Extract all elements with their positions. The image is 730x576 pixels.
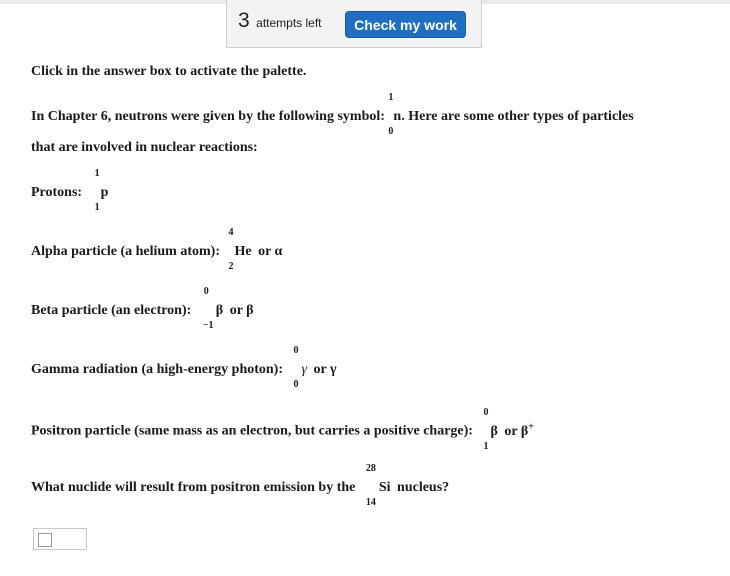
beta-charge-number: −1	[202, 320, 214, 331]
alpha-mass-number: 4	[228, 227, 234, 238]
neutron-charge-number: 0	[388, 126, 394, 137]
intro-text-post: . Here are some other types of particles	[401, 109, 634, 124]
silicon-charge-number: 14	[365, 497, 376, 508]
gamma-alternative: or γ	[313, 362, 337, 377]
question-text-pre: What nuclide will result from positron emission by the	[31, 480, 356, 495]
alpha-charge-number: 2	[228, 261, 234, 272]
beta-letter: β	[215, 303, 224, 318]
check-my-work-button[interactable]: Check my work	[345, 11, 466, 38]
gamma-symbol	[293, 345, 308, 390]
positron-label: Positron particle (same mass as an electron, but carries a positive charge):	[31, 423, 473, 439]
positron-row	[31, 406, 534, 452]
gamma-label: Gamma radiation (a high-energy photon):	[31, 362, 283, 377]
positron-symbol	[483, 406, 498, 452]
question-row	[31, 463, 450, 508]
question-text-post: nucleus?	[397, 480, 450, 495]
gamma-letter: γ	[301, 362, 308, 377]
neutron-symbol	[388, 92, 402, 137]
proton-label: Protons:	[31, 185, 83, 200]
intro-line-2: that are involved in nuclear reactions:	[31, 140, 258, 155]
positron-letter: β	[490, 423, 498, 439]
beta-row	[31, 286, 254, 331]
attempts-indicator	[238, 9, 322, 33]
gamma-row	[31, 345, 337, 390]
positron-alternative	[504, 421, 534, 439]
silicon-mass-number: 28	[365, 463, 376, 474]
gamma-mass-number: 0	[293, 345, 299, 356]
beta-symbol	[202, 286, 224, 331]
positron-alt-text: or β	[504, 423, 529, 439]
silicon-symbol	[365, 463, 391, 508]
alpha-letters: He	[234, 244, 252, 259]
alpha-row	[31, 227, 283, 272]
proton-symbol	[94, 168, 109, 213]
alpha-alternative: or α	[258, 244, 283, 259]
gamma-charge-number: 0	[293, 379, 299, 390]
neutron-mass-number: 1	[388, 92, 394, 103]
attempts-count: 3	[238, 9, 250, 32]
positron-charge-number: 1	[483, 440, 489, 452]
silicon-letters: Si	[378, 480, 391, 495]
answer-input-box[interactable]	[33, 528, 87, 550]
instructions-text: Click in the answer box to activate the palette.	[31, 64, 307, 79]
intro-text-pre: In Chapter 6, neutrons were given by the following symbol:	[31, 109, 385, 124]
alpha-symbol	[228, 227, 252, 272]
assignment-toolbar	[226, 0, 482, 48]
beta-alternative: or β	[229, 303, 254, 318]
beta-mass-number: 0	[203, 286, 209, 297]
beta-label: Beta particle (an electron):	[31, 303, 192, 318]
intro-line-1	[31, 92, 634, 137]
proton-mass-number: 1	[94, 168, 100, 179]
positron-plus-sign: +	[528, 421, 534, 432]
proton-row	[31, 168, 109, 213]
attempts-label: attempts left	[256, 16, 322, 30]
answer-placeholder-slot[interactable]	[38, 533, 52, 547]
alpha-label: Alpha particle (a helium atom):	[31, 244, 220, 259]
proton-letter: p	[100, 185, 109, 200]
proton-charge-number: 1	[94, 202, 100, 213]
neutron-letter: n	[393, 109, 402, 124]
positron-mass-number: 0	[483, 406, 489, 418]
